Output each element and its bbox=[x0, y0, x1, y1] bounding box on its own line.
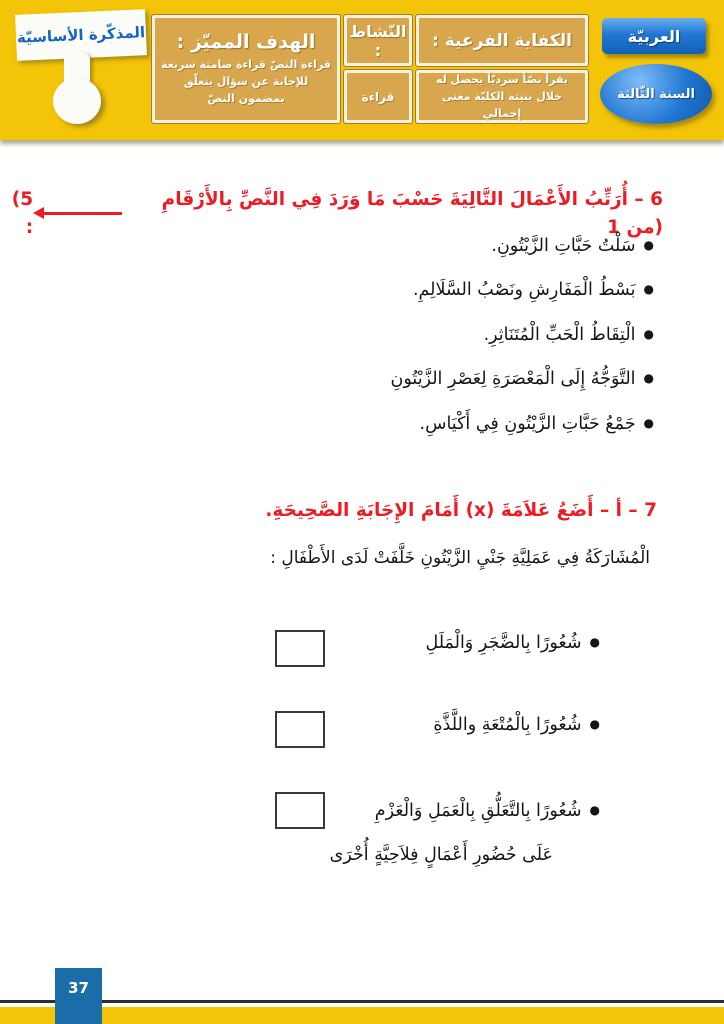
exercise6-prompt-main: 6 – أُرَتِّبُ الأَعْمَالَ التَّالِيَةَ حَسْبَ مَا وَرَدَ فِي النَّصِّ بِالأَرْقَامِ (من 1 bbox=[161, 189, 663, 238]
answer-option-text: شُعُورًا بِالضَّجَرِ وَالْمَلَلِ bbox=[425, 633, 582, 653]
list-item bbox=[391, 234, 654, 259]
answer-checkbox-3[interactable] bbox=[275, 792, 325, 829]
bullet-icon: ● bbox=[589, 717, 600, 731]
list-item bbox=[391, 323, 654, 348]
bullet-icon: ● bbox=[643, 326, 654, 341]
list-item bbox=[391, 278, 654, 303]
page-number: 37 bbox=[68, 979, 89, 997]
exercise6-item-list bbox=[391, 234, 654, 456]
goal-body: قراءة النصّ قراءة صامتة سريعة للإجابة عن سؤال يتعلّق بمضمون النصّ bbox=[161, 57, 331, 105]
list-item bbox=[391, 367, 654, 392]
pin-ball-icon bbox=[53, 78, 101, 124]
answer-checkbox-2[interactable] bbox=[275, 711, 325, 748]
competency-title-cell bbox=[416, 15, 588, 66]
goal-panel bbox=[152, 15, 340, 123]
bullet-icon: ● bbox=[643, 282, 654, 297]
activity-value: قراءة bbox=[361, 89, 395, 104]
bullet-icon: ● bbox=[643, 238, 654, 252]
competency-body-cell bbox=[416, 70, 588, 123]
memo-tag-label: المذكّرة الأساسيّة bbox=[16, 23, 146, 47]
answer-option-text: شُعُورًا بِالْمُتْعَةِ واللَّذَّةِ bbox=[433, 715, 582, 735]
list-item-text: سَلْتُ حَبَّاتِ الزَّيْتُونِ. bbox=[491, 236, 636, 256]
exercise7-prompt: 7 – أ – أَضَعُ عَلاَمَةَ (x) أَمَامَ الإِجَابَةِ الصَّحِيحَةِ. bbox=[265, 500, 657, 521]
goal-title: الهدف المميّز : bbox=[176, 31, 316, 54]
answer-checkbox-1[interactable] bbox=[275, 630, 325, 667]
answer-option bbox=[433, 712, 600, 738]
answer-option bbox=[375, 798, 600, 824]
subject-label: العربيّة bbox=[627, 26, 681, 46]
grade-badge bbox=[600, 64, 712, 124]
answer-option-continuation: عَلَى حُضُورِ أَعْمَالٍ فِلاَحِيَّةٍ أُخْرَى bbox=[329, 845, 553, 865]
activity-title: النّشاط : bbox=[349, 21, 407, 60]
list-item-text: جَمْعُ حَبَّاتِ الزَّيْتُونِ فِي أَكْيَاسِ. bbox=[419, 413, 636, 434]
competency-title: الكفاية الفرعية : bbox=[432, 30, 572, 51]
list-item-text: التَّوَجُّهُ إِلَى الْمَعْصَرَةِ لِعَصْرِ الزَّيْتُونِ bbox=[390, 369, 636, 390]
answer-option-text: شُعُورًا بِالتَّعَلُّقِ بِالْعَمَلِ وَالْعَزْمِ bbox=[374, 801, 582, 821]
competency-body: يقرأ نصّاً سرديّاً يحصل له خلال بنيته الكليّة معنى إجمالي bbox=[435, 72, 569, 121]
range-arrow-icon bbox=[43, 212, 122, 215]
exercise7-intro: الْمُشَارَكَةُ فِي عَمَلِيَّةِ جَنْيِ الزَّيْتُونِ خَلَّفَتْ لَدَى الأَطْفَالِ : bbox=[270, 548, 650, 568]
footer-rule bbox=[0, 1000, 724, 1003]
footer-bar bbox=[0, 1007, 724, 1024]
bullet-icon: ● bbox=[589, 635, 600, 649]
list-item-text: الْتِقَاطُ الْحَبِّ الْمُتَنَاثِرِ. bbox=[483, 324, 636, 345]
bullet-icon: ● bbox=[589, 803, 600, 817]
activity-title-cell bbox=[344, 15, 412, 66]
activity-value-cell bbox=[344, 70, 412, 123]
worksheet-header bbox=[0, 0, 724, 140]
bullet-icon: ● bbox=[643, 415, 654, 430]
answer-option bbox=[425, 630, 600, 656]
grade-label: السنة الثّالثة bbox=[617, 86, 695, 102]
exercise6-prompt-tail: 5) : bbox=[11, 189, 34, 238]
page-number-badge bbox=[55, 968, 102, 1024]
bullet-icon: ● bbox=[643, 371, 654, 386]
list-item-text: بَسْطُ الْمَفَارِشِ ونَصْبُ السَّلَالِمِ. bbox=[412, 280, 636, 301]
subject-badge bbox=[602, 18, 706, 54]
list-item bbox=[391, 412, 654, 437]
